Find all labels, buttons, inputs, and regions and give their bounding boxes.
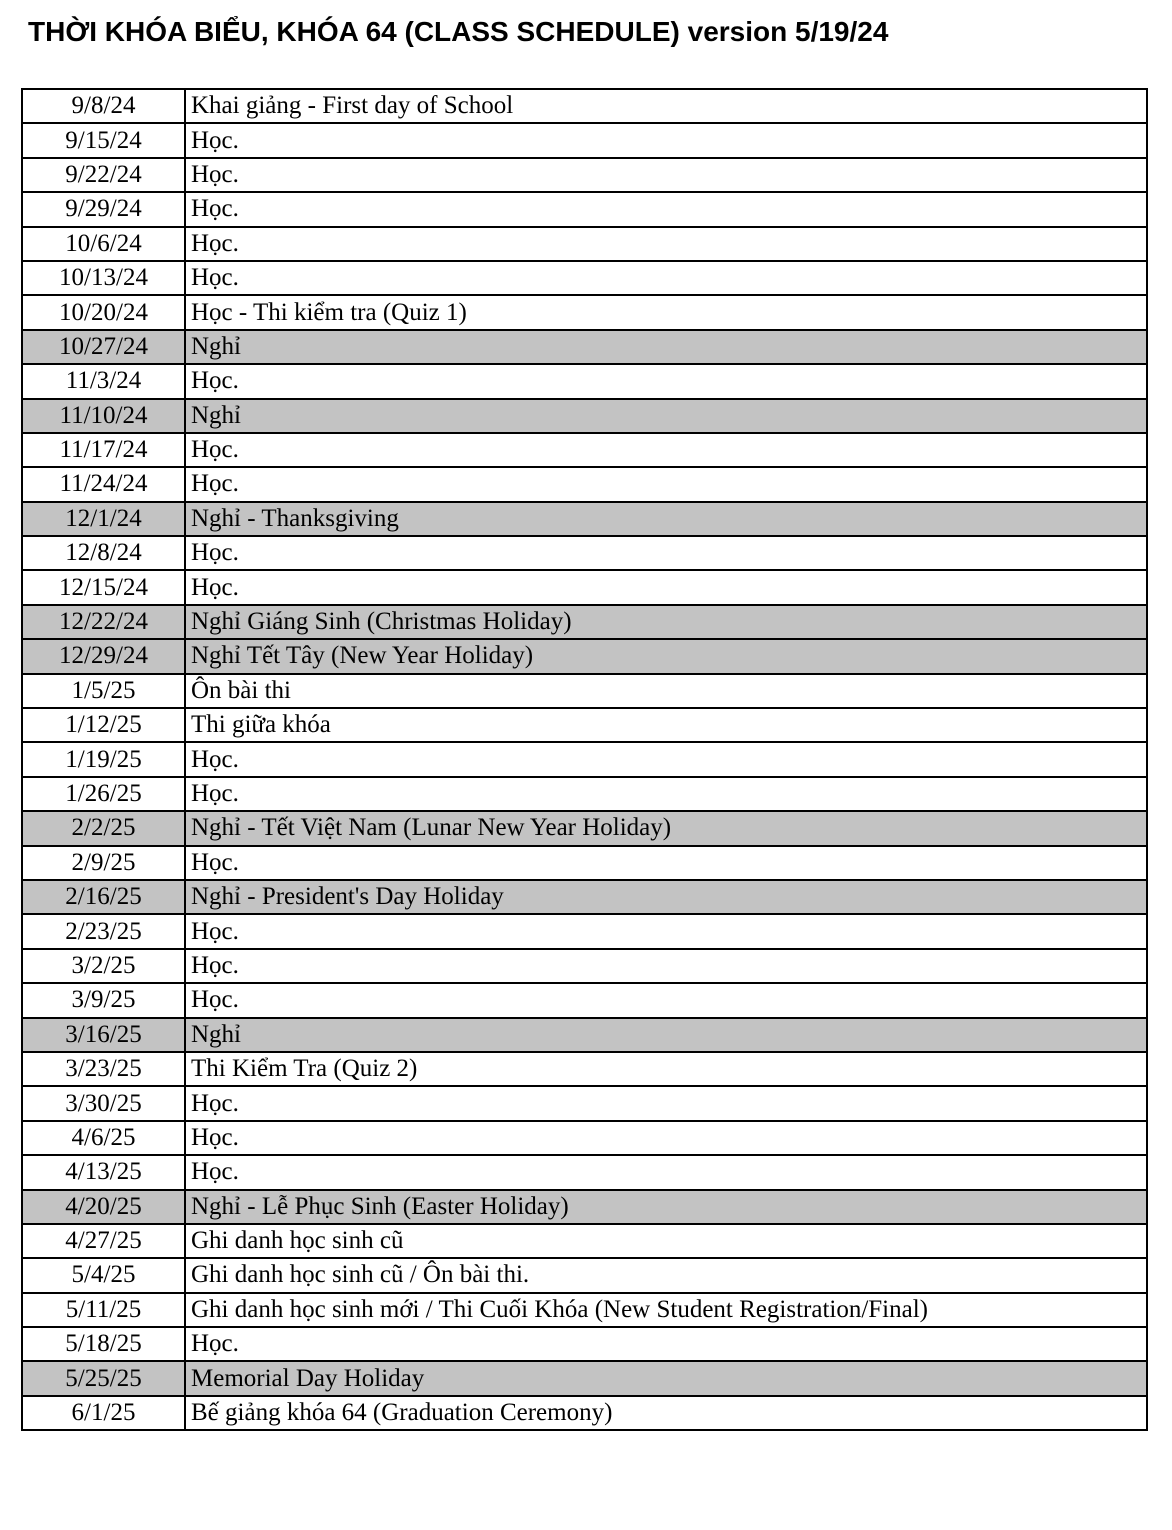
schedule-event: Memorial Day Holiday — [185, 1361, 1147, 1395]
schedule-date: 3/2/25 — [22, 949, 185, 983]
schedule-row-holiday — [22, 639, 1147, 673]
schedule-event: Học. — [185, 846, 1147, 880]
schedule-date: 9/15/24 — [22, 123, 185, 157]
schedule-date: 6/1/25 — [22, 1396, 185, 1430]
schedule-date: 11/17/24 — [22, 433, 185, 467]
schedule-event: Học. — [185, 433, 1147, 467]
schedule-date: 11/3/24 — [22, 364, 185, 398]
schedule-event: Khai giảng - First day of School — [185, 89, 1147, 123]
schedule-date: 1/19/25 — [22, 742, 185, 776]
schedule-row — [22, 467, 1147, 501]
schedule-event: Học. — [185, 1121, 1147, 1155]
schedule-event: Học. — [185, 1086, 1147, 1120]
schedule-event: Học. — [185, 949, 1147, 983]
schedule-event: Học. — [185, 1327, 1147, 1361]
schedule-row — [22, 433, 1147, 467]
schedule-event: Học. — [185, 192, 1147, 226]
schedule-date: 1/5/25 — [22, 674, 185, 708]
schedule-row — [22, 89, 1147, 123]
schedule-date: 2/16/25 — [22, 880, 185, 914]
schedule-date: 4/13/25 — [22, 1155, 185, 1189]
schedule-event: Nghỉ - Lễ Phục Sinh (Easter Holiday) — [185, 1190, 1147, 1224]
schedule-row — [22, 1155, 1147, 1189]
schedule-date: 3/9/25 — [22, 983, 185, 1017]
schedule-row-holiday — [22, 330, 1147, 364]
schedule-row — [22, 1327, 1147, 1361]
schedule-date: 9/22/24 — [22, 158, 185, 192]
schedule-body — [22, 89, 1147, 1430]
schedule-date: 2/9/25 — [22, 846, 185, 880]
schedule-event: Học. — [185, 467, 1147, 501]
schedule-event: Nghỉ - Tết Việt Nam (Lunar New Year Holiday) — [185, 811, 1147, 845]
schedule-row — [22, 742, 1147, 776]
schedule-event: Học. — [185, 983, 1147, 1017]
schedule-event: Nghỉ — [185, 330, 1147, 364]
schedule-row — [22, 1224, 1147, 1258]
schedule-row — [22, 846, 1147, 880]
schedule-date: 10/27/24 — [22, 330, 185, 364]
schedule-event: Nghỉ Tết Tây (New Year Holiday) — [185, 639, 1147, 673]
schedule-event: Học. — [185, 364, 1147, 398]
schedule-date: 4/6/25 — [22, 1121, 185, 1155]
schedule-event: Nghỉ Giáng Sinh (Christmas Holiday) — [185, 605, 1147, 639]
schedule-date: 10/20/24 — [22, 295, 185, 329]
schedule-row-holiday — [22, 1361, 1147, 1395]
schedule-date: 5/18/25 — [22, 1327, 185, 1361]
schedule-row — [22, 914, 1147, 948]
schedule-row — [22, 570, 1147, 604]
schedule-row — [22, 983, 1147, 1017]
schedule-row — [22, 227, 1147, 261]
schedule-date: 5/4/25 — [22, 1258, 185, 1292]
schedule-event: Học - Thi kiểm tra (Quiz 1) — [185, 295, 1147, 329]
schedule-row-holiday — [22, 1018, 1147, 1052]
schedule-table — [21, 88, 1148, 1431]
schedule-date: 12/8/24 — [22, 536, 185, 570]
schedule-row — [22, 949, 1147, 983]
schedule-date: 9/29/24 — [22, 192, 185, 226]
schedule-row — [22, 777, 1147, 811]
schedule-date: 10/13/24 — [22, 261, 185, 295]
schedule-event: Thi giữa khóa — [185, 708, 1147, 742]
schedule-date: 12/15/24 — [22, 570, 185, 604]
schedule-event: Nghỉ - President's Day Holiday — [185, 880, 1147, 914]
schedule-date: 12/22/24 — [22, 605, 185, 639]
schedule-row — [22, 1086, 1147, 1120]
schedule-row — [22, 364, 1147, 398]
schedule-row — [22, 1396, 1147, 1430]
schedule-date: 9/8/24 — [22, 89, 185, 123]
schedule-date: 12/1/24 — [22, 502, 185, 536]
schedule-date: 12/29/24 — [22, 639, 185, 673]
schedule-date: 4/27/25 — [22, 1224, 185, 1258]
schedule-event: Bế giảng khóa 64 (Graduation Ceremony) — [185, 1396, 1147, 1430]
schedule-date: 2/2/25 — [22, 811, 185, 845]
schedule-row-holiday — [22, 1190, 1147, 1224]
schedule-date: 2/23/25 — [22, 914, 185, 948]
schedule-event: Thi Kiểm Tra (Quiz 2) — [185, 1052, 1147, 1086]
schedule-date: 11/10/24 — [22, 399, 185, 433]
schedule-event: Học. — [185, 261, 1147, 295]
schedule-date: 1/26/25 — [22, 777, 185, 811]
schedule-event: Học. — [185, 914, 1147, 948]
schedule-date: 3/16/25 — [22, 1018, 185, 1052]
schedule-event: Học. — [185, 570, 1147, 604]
schedule-row-holiday — [22, 811, 1147, 845]
schedule-event: Nghỉ — [185, 399, 1147, 433]
schedule-row — [22, 1052, 1147, 1086]
schedule-row — [22, 158, 1147, 192]
schedule-event: Học. — [185, 777, 1147, 811]
schedule-event: Nghỉ - Thanksgiving — [185, 502, 1147, 536]
schedule-event: Học. — [185, 536, 1147, 570]
schedule-row — [22, 674, 1147, 708]
page-title: THỜI KHÓA BIỂU, KHÓA 64 (CLASS SCHEDULE) version 5/19/24 — [28, 16, 889, 47]
schedule-row — [22, 192, 1147, 226]
schedule-event: Học. — [185, 227, 1147, 261]
schedule-row-holiday — [22, 605, 1147, 639]
schedule-event: Nghỉ — [185, 1018, 1147, 1052]
schedule-date: 1/12/25 — [22, 708, 185, 742]
schedule-date: 5/25/25 — [22, 1361, 185, 1395]
schedule-row — [22, 1258, 1147, 1292]
schedule-row — [22, 708, 1147, 742]
schedule-row — [22, 123, 1147, 157]
schedule-date: 11/24/24 — [22, 467, 185, 501]
schedule-row-holiday — [22, 399, 1147, 433]
schedule-row-holiday — [22, 880, 1147, 914]
schedule-date: 10/6/24 — [22, 227, 185, 261]
schedule-row — [22, 295, 1147, 329]
schedule-date: 3/30/25 — [22, 1086, 185, 1120]
schedule-row — [22, 1293, 1147, 1327]
schedule-event: Ghi danh học sinh cũ — [185, 1224, 1147, 1258]
schedule-event: Học. — [185, 123, 1147, 157]
schedule-event: Ghi danh học sinh mới / Thi Cuối Khóa (New Student Registration/Final) — [185, 1293, 1147, 1327]
schedule-event: Học. — [185, 742, 1147, 776]
schedule-date: 5/11/25 — [22, 1293, 185, 1327]
schedule-event: Ghi danh học sinh cũ / Ôn bài thi. — [185, 1258, 1147, 1292]
schedule-event: Học. — [185, 1155, 1147, 1189]
schedule-row — [22, 536, 1147, 570]
schedule-row — [22, 261, 1147, 295]
schedule-event: Ôn bài thi — [185, 674, 1147, 708]
schedule-row-holiday — [22, 502, 1147, 536]
schedule-date: 4/20/25 — [22, 1190, 185, 1224]
schedule-row — [22, 1121, 1147, 1155]
schedule-date: 3/23/25 — [22, 1052, 185, 1086]
schedule-event: Học. — [185, 158, 1147, 192]
